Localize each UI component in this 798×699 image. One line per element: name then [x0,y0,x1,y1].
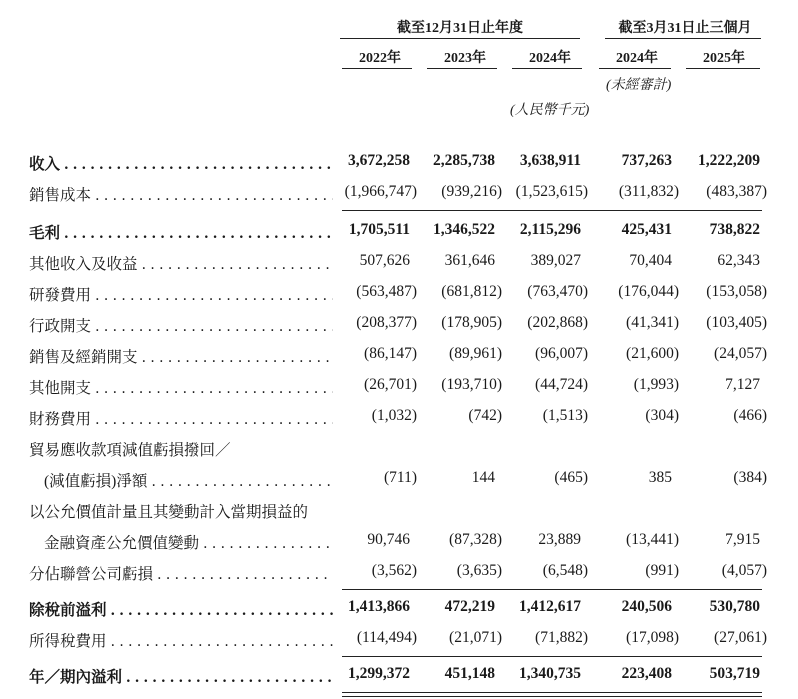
cell: 472,219 [444,598,495,615]
cell: 1,340,735 [519,665,581,682]
cell: (176,044) [618,283,679,300]
cell: (763,470) [527,283,588,300]
year-rule-2023 [427,68,497,69]
cell: (208,377) [356,314,417,331]
year-2023: 2023年 [444,51,486,66]
cell: (87,328) [449,531,502,548]
row-label: 研發費用 . . . [29,283,333,305]
row-label: 其他開支 . . . [29,376,333,398]
row-label: 行政開支 . . . [29,314,333,336]
row-label: 除稅前溢利 . . . [29,598,333,620]
cell: (153,058) [706,283,767,300]
cell: 503,719 [709,665,760,682]
row-label: 銷售成本 . . . [29,183,333,205]
table-row-gross-profit [0,221,798,251]
cell: 1,705,511 [348,221,410,238]
cell: (384) [733,469,767,486]
cell: 7,915 [725,531,760,548]
cell: (1,032) [371,407,417,424]
row-label: 金融資產公允價值變動 . . . [44,531,333,553]
table-row-admin [0,314,798,344]
subtotal-rule [342,589,762,590]
row-label: 所得稅費用 . . . [29,629,333,651]
cell: 7,127 [725,376,760,393]
table-row-selling [0,345,798,375]
year-2022: 2022年 [359,51,401,66]
table-row-rnd [0,283,798,313]
cell: (41,341) [626,314,679,331]
cell: (483,387) [706,183,767,200]
cell: (4,057) [721,562,767,579]
header-group-annual-rule [340,38,580,39]
cell: 425,431 [621,221,672,238]
year-2024-annual: 2024年 [529,51,571,66]
header-group-annual: 截至12月31日止年度 [397,21,523,36]
subtotal-rule [342,656,762,657]
cell: (193,710) [441,376,502,393]
cell: 70,404 [629,252,672,269]
table-row-fvtpl [0,531,798,561]
cell: (3,562) [371,562,417,579]
cell: (1,993) [633,376,679,393]
header-group-quarter-rule [605,38,761,39]
cell: (939,216) [441,183,502,200]
cell: (44,724) [535,376,588,393]
year-rule-2025q [686,68,760,69]
cell: (86,147) [364,345,417,362]
cell: (26,701) [364,376,417,393]
cell: 3,672,258 [348,152,410,169]
table-row-cost-of-sales [0,183,798,213]
cell: (89,961) [449,345,502,362]
cell: (202,868) [527,314,588,331]
cell: (24,057) [714,345,767,362]
cell: 385 [648,469,672,486]
cell: (17,098) [626,629,679,646]
cell: 23,889 [538,531,581,548]
cell: (6,548) [542,562,588,579]
cell: 1,412,617 [519,598,581,615]
table-row-other-income [0,252,798,282]
cell: 530,780 [709,598,760,615]
cell: 223,408 [621,665,672,682]
cell: 361,646 [444,252,495,269]
row-label: 以公允價值計量且其變動計入當期損益的 [29,504,309,521]
row-label: 年／期內溢利 . . . [29,665,333,687]
table-row-impairment-line1 [0,438,798,468]
cell: 144 [471,469,495,486]
table-row-impairment [0,469,798,499]
year-rule-2022 [342,68,412,69]
cell: 1,299,372 [348,665,410,682]
cell: (71,882) [535,629,588,646]
cell: (465) [554,469,588,486]
subtotal-rule [342,210,762,211]
table-row-finance-costs [0,407,798,437]
row-label: 收入 . . . [29,152,333,174]
cell: 3,638,911 [519,152,581,169]
cell: (21,600) [626,345,679,362]
cell: 62,343 [717,252,760,269]
cell: 451,148 [444,665,495,682]
row-label: (減值虧損)淨額 . . . [44,469,333,491]
cell: 2,285,738 [433,152,495,169]
cell: (311,832) [618,183,679,200]
cell: (742) [468,407,502,424]
year-2025-quarter: 2025年 [703,51,745,66]
cell: (178,905) [441,314,502,331]
row-label: 財務費用 . . . [29,407,333,429]
table-row-associates [0,562,798,592]
year-rule-2024q [599,68,671,69]
cell: 1,222,209 [698,152,760,169]
cell: (991) [645,562,679,579]
cell: 389,027 [530,252,581,269]
cell: (466) [733,407,767,424]
cell: 507,626 [359,252,410,269]
cell: (3,635) [456,562,502,579]
cell: (114,494) [356,629,417,646]
cell: 738,822 [709,221,760,238]
cell: (103,405) [706,314,767,331]
table-row-profit-before-tax [0,598,798,628]
cell: (1,513) [542,407,588,424]
currency-note: (人民幣千元) [510,103,590,118]
cell: (563,487) [356,283,417,300]
cell: 1,346,522 [433,221,495,238]
row-label: 銷售及經銷開支 . . . [29,345,333,367]
cell: (21,071) [449,629,502,646]
row-label: 毛利 . . . [29,221,333,243]
cell: 2,115,296 [519,221,581,238]
cell: (1,523,615) [515,183,588,200]
row-label: 貿易應收款項減值虧損撥回／ [29,442,231,459]
row-label: 其他收入及收益 . . . [29,252,333,274]
total-double-rule [342,692,762,697]
cell: (13,441) [626,531,679,548]
header-group-quarter: 截至3月31日止三個月 [618,21,752,36]
table-row-fvtpl-line1 [0,500,798,530]
unaudited-note: (未經審計) [606,78,672,93]
cell: 90,746 [367,531,410,548]
row-label: 分佔聯營公司虧損 . . . [29,562,333,584]
year-rule-2024a [512,68,582,69]
year-2024-quarter: 2024年 [616,51,658,66]
cell: (681,812) [441,283,502,300]
table-row-income-tax [0,629,798,659]
cell: (304) [645,407,679,424]
cell: 737,263 [621,152,672,169]
cell: (96,007) [535,345,588,362]
table-row-profit-for-period [0,665,798,695]
table-row-other-expenses [0,376,798,406]
cell: (1,966,747) [344,183,417,200]
cell: (711) [384,469,417,486]
cell: 1,413,866 [348,598,410,615]
cell: 240,506 [621,598,672,615]
table-row-revenue [0,152,798,182]
cell: (27,061) [714,629,767,646]
